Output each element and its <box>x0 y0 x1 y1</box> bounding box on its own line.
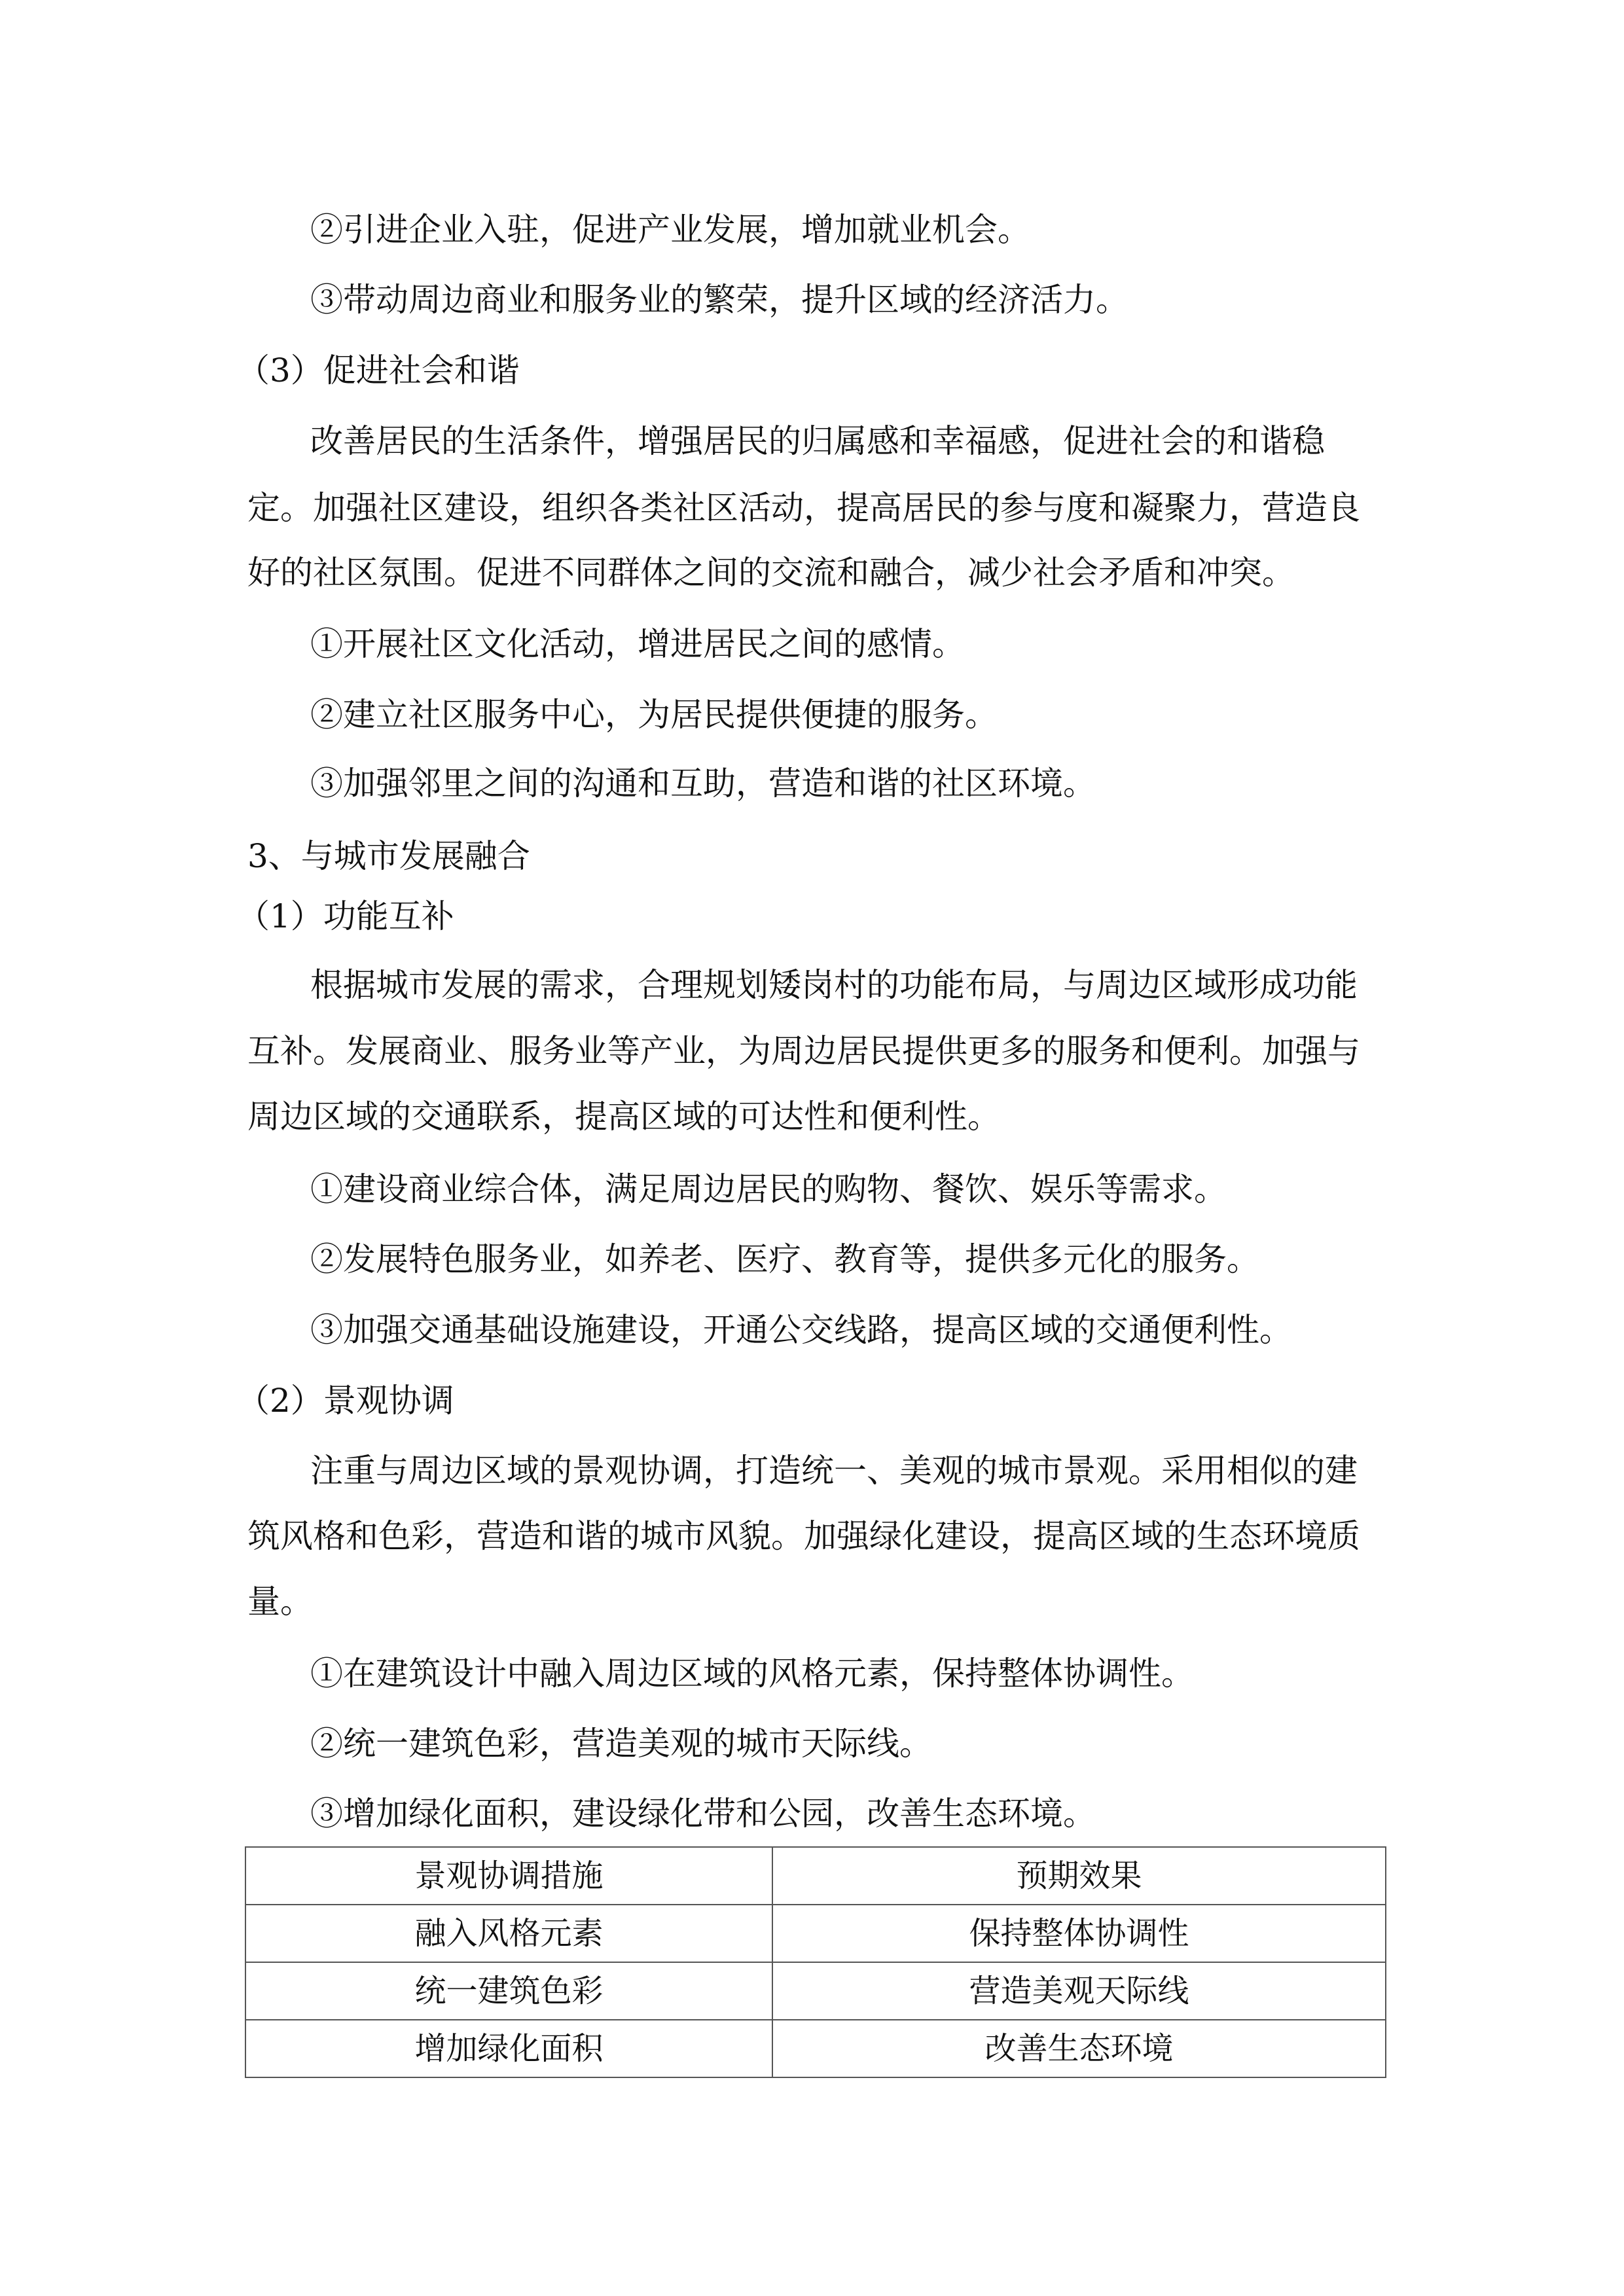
list-item: ②建立社区服务中心，为居民提供便捷的服务。 <box>310 696 998 734</box>
list-item: ③加强交通基础设施建设，开通公交线路，提高区域的交通便利性。 <box>310 1311 1292 1349</box>
table-cell: 营造美观天际线 <box>772 1962 1386 2020</box>
paragraph-line: 好的社区氛围。促进不同群体之间的交流和融合，减少社会矛盾和冲突。 <box>247 554 1295 592</box>
list-item: ①建设商业综合体，满足周边居民的购物、餐饮、娱乐等需求。 <box>310 1170 1227 1208</box>
paragraph-line: 互补。发展商业、服务业等产业，为周边居民提供更多的服务和便利。加强与 <box>247 1032 1360 1070</box>
subsection-heading: （3）促进社会和谐 <box>237 351 520 389</box>
list-item: ①开展社区文化活动，增进居民之间的感情。 <box>310 625 965 663</box>
list-item: ②引进企业入驻，促进产业发展，增加就业机会。 <box>310 211 1030 249</box>
paragraph-line: 改善居民的生活条件，增强居民的归属感和幸福感，促进社会的和谐稳 <box>310 422 1325 460</box>
list-item: ③增加绿化面积，建设绿化带和公园，改善生态环境。 <box>310 1795 1096 1833</box>
paragraph-line: 筑风格和色彩，营造和谐的城市风貌。加强绿化建设，提高区域的生态环境质 <box>247 1517 1360 1555</box>
table-row <box>245 1962 1386 2020</box>
table-header-cell: 景观协调措施 <box>245 1847 772 1905</box>
subsection-heading: （2）景观协调 <box>237 1382 454 1420</box>
table-cell: 统一建筑色彩 <box>245 1962 772 2020</box>
table-cell: 融入风格元素 <box>245 1905 772 1962</box>
paragraph-line: 量。 <box>247 1583 313 1621</box>
paragraph-line: 周边区域的交通联系，提高区域的可达性和便利性。 <box>247 1098 1000 1136</box>
table-row <box>245 2020 1386 2077</box>
list-item: ③加强邻里之间的沟通和互助，营造和谐的社区环境。 <box>310 764 1096 802</box>
table-header-row <box>245 1847 1386 1905</box>
landscape-table <box>245 1846 1386 2078</box>
table-cell: 改善生态环境 <box>772 2020 1386 2077</box>
list-item: ③带动周边商业和服务业的繁荣，提升区域的经济活力。 <box>310 281 1128 319</box>
section-heading: 3、与城市发展融合 <box>247 837 530 875</box>
table-header-cell: 预期效果 <box>772 1847 1386 1905</box>
list-item: ②统一建筑色彩，营造美观的城市天际线。 <box>310 1725 932 1763</box>
paragraph-line: 根据城市发展的需求，合理规划矮岗村的功能布局，与周边区域形成功能 <box>310 966 1358 1004</box>
list-item: ②发展特色服务业，如养老、医疗、教育等，提供多元化的服务。 <box>310 1240 1259 1278</box>
table-cell: 保持整体协调性 <box>772 1905 1386 1962</box>
paragraph-line: 定。加强社区建设，组织各类社区活动，提高居民的参与度和凝聚力，营造良 <box>247 489 1360 527</box>
table-row <box>245 1905 1386 1962</box>
list-item: ①在建筑设计中融入周边区域的风格元素，保持整体协调性。 <box>310 1655 1194 1693</box>
subsection-heading: （1）功能互补 <box>237 897 454 935</box>
paragraph-line: 注重与周边区域的景观协调，打造统一、美观的城市景观。采用相似的建 <box>310 1452 1358 1490</box>
table-cell: 增加绿化面积 <box>245 2020 772 2077</box>
